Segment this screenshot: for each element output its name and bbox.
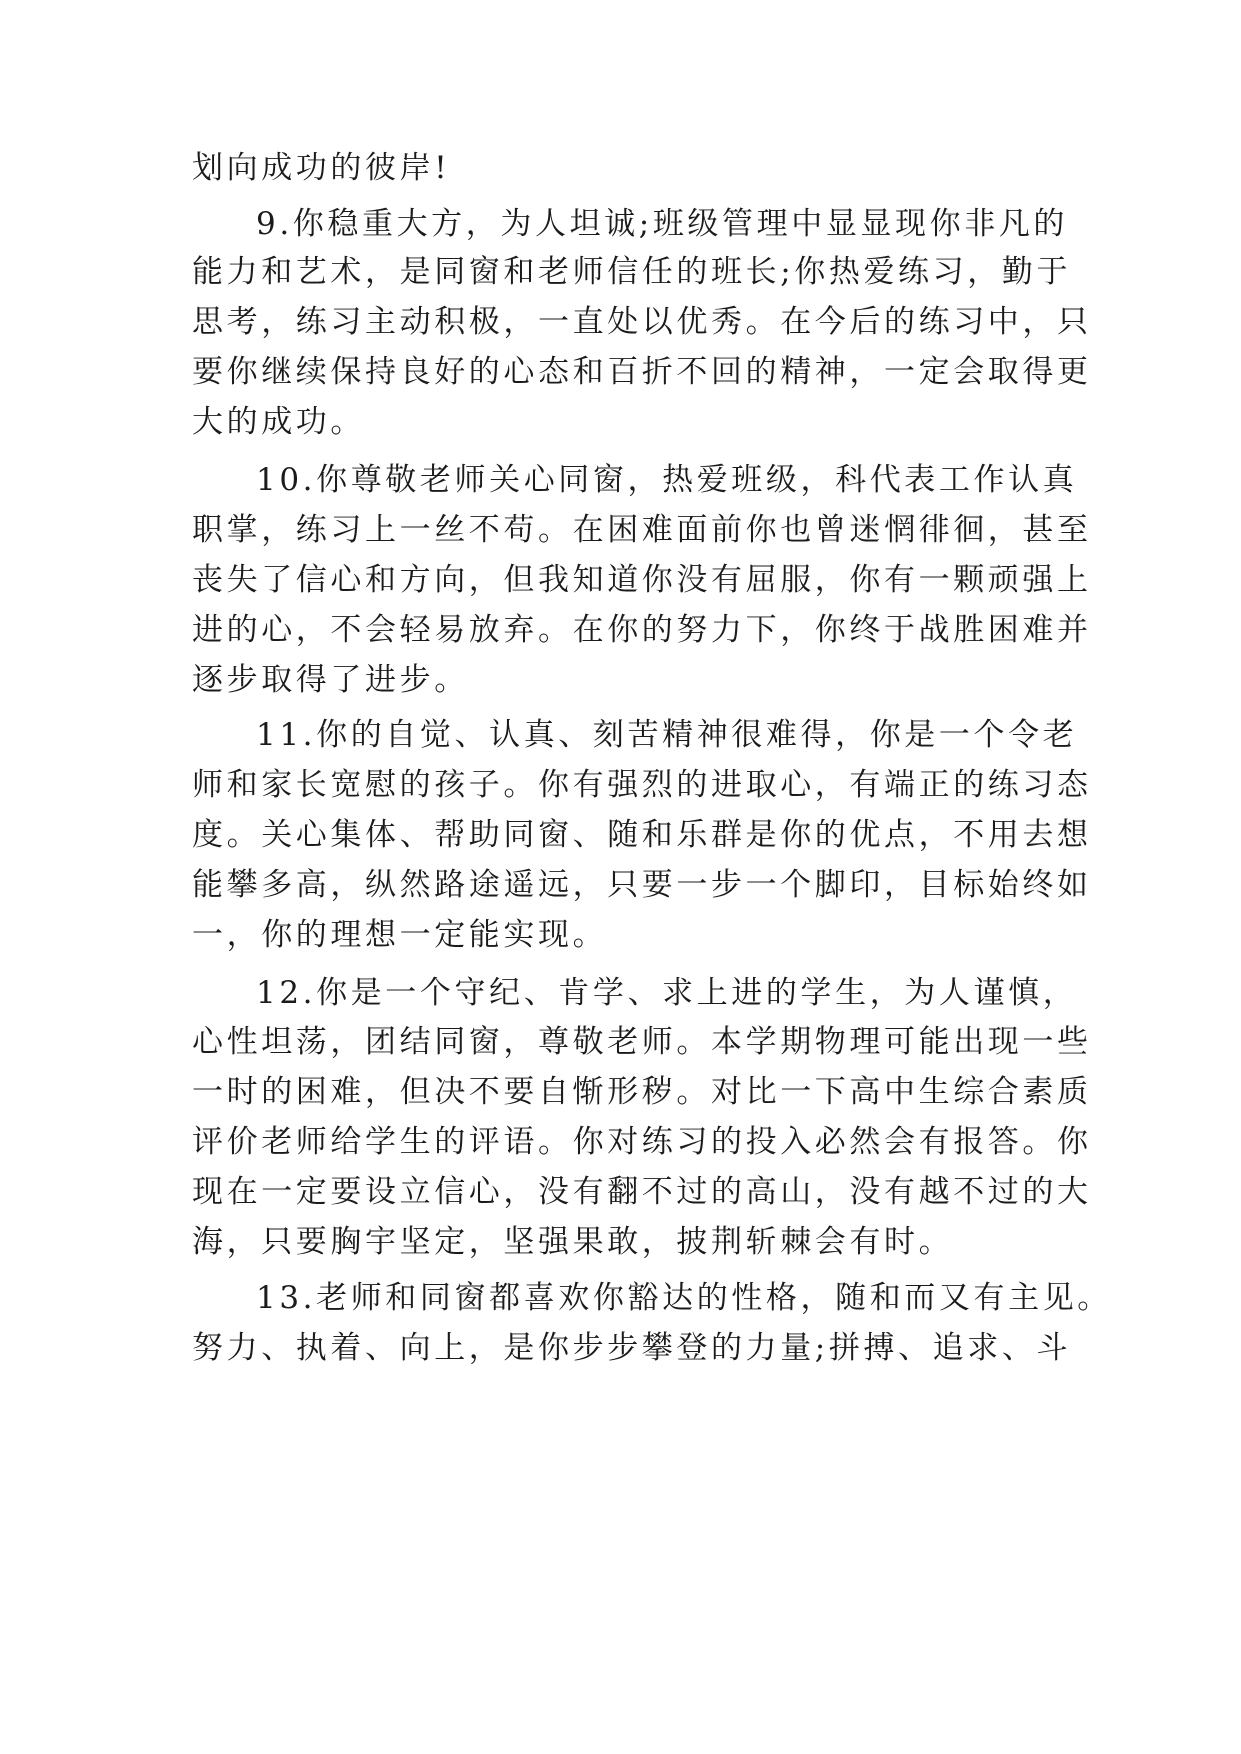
paragraph-10-first-line: 10.你尊敬老师关心同窗，热爱班级，科代表工作认真 <box>256 462 1078 498</box>
text-line: 现在一定要设立信心，没有翻不过的高山，没有越不过的大 <box>192 1174 1092 1210</box>
paragraph-11-first-line: 11.你的自觉、认真、刻苦精神很难得，你是一个令老 <box>256 717 1078 753</box>
text-line: 划向成功的彼岸! <box>192 150 451 186</box>
paragraph-9-first-line: 9.你稳重大方，为人坦诚;班级管理中显显现你非凡的 <box>256 206 1069 242</box>
text-line: 海，只要胸宇坚定，坚强果敢，披荆斩棘会有时。 <box>192 1224 954 1260</box>
text-line: 评价老师给学生的评语。你对练习的投入必然会有报答。你 <box>192 1124 1092 1160</box>
paragraph-12-first-line: 12.你是一个守纪、肯学、求上进的学生，为人谨慎， <box>256 975 1078 1011</box>
text-line: 职掌，练习上一丝不苟。在困难面前你也曾迷惘徘徊，甚至 <box>192 512 1092 548</box>
text-line: 能力和艺术，是同窗和老师信任的班长;你热爱练习，勤于 <box>192 254 1072 290</box>
text-line: 能攀多高，纵然路途遥远，只要一步一个脚印，目标始终如 <box>192 867 1092 903</box>
text-line: 进的心，不会轻易放弃。在你的努力下，你终于战胜困难并 <box>192 612 1092 648</box>
text-line: 大的成功。 <box>192 404 365 440</box>
text-line: 一，你的理想一定能实现。 <box>192 917 608 953</box>
text-line: 度。关心集体、帮助同窗、随和乐群是你的优点，不用去想 <box>192 817 1092 853</box>
text-line: 努力、执着、向上，是你步步攀登的力量;拼搏、追求、斗 <box>192 1330 1072 1366</box>
paragraph-13-first-line: 13.老师和同窗都喜欢你豁达的性格，随和而又有主见。 <box>256 1280 1112 1316</box>
text-line: 心性坦荡，团结同窗，尊敬老师。本学期物理可能出现一些 <box>192 1024 1092 1060</box>
text-line: 思考，练习主动积极，一直处以优秀。在今后的练习中，只 <box>192 304 1092 340</box>
text-line: 要你继续保持良好的心态和百折不回的精神，一定会取得更 <box>192 354 1092 390</box>
text-line: 丧失了信心和方向，但我知道你没有屈服，你有一颗顽强上 <box>192 562 1092 598</box>
text-line: 师和家长宽慰的孩子。你有强烈的进取心，有端正的练习态 <box>192 767 1092 803</box>
text-line: 一时的困难，但决不要自惭形秽。对比一下高中生综合素质 <box>192 1074 1092 1110</box>
text-line: 逐步取得了进步。 <box>192 662 469 698</box>
